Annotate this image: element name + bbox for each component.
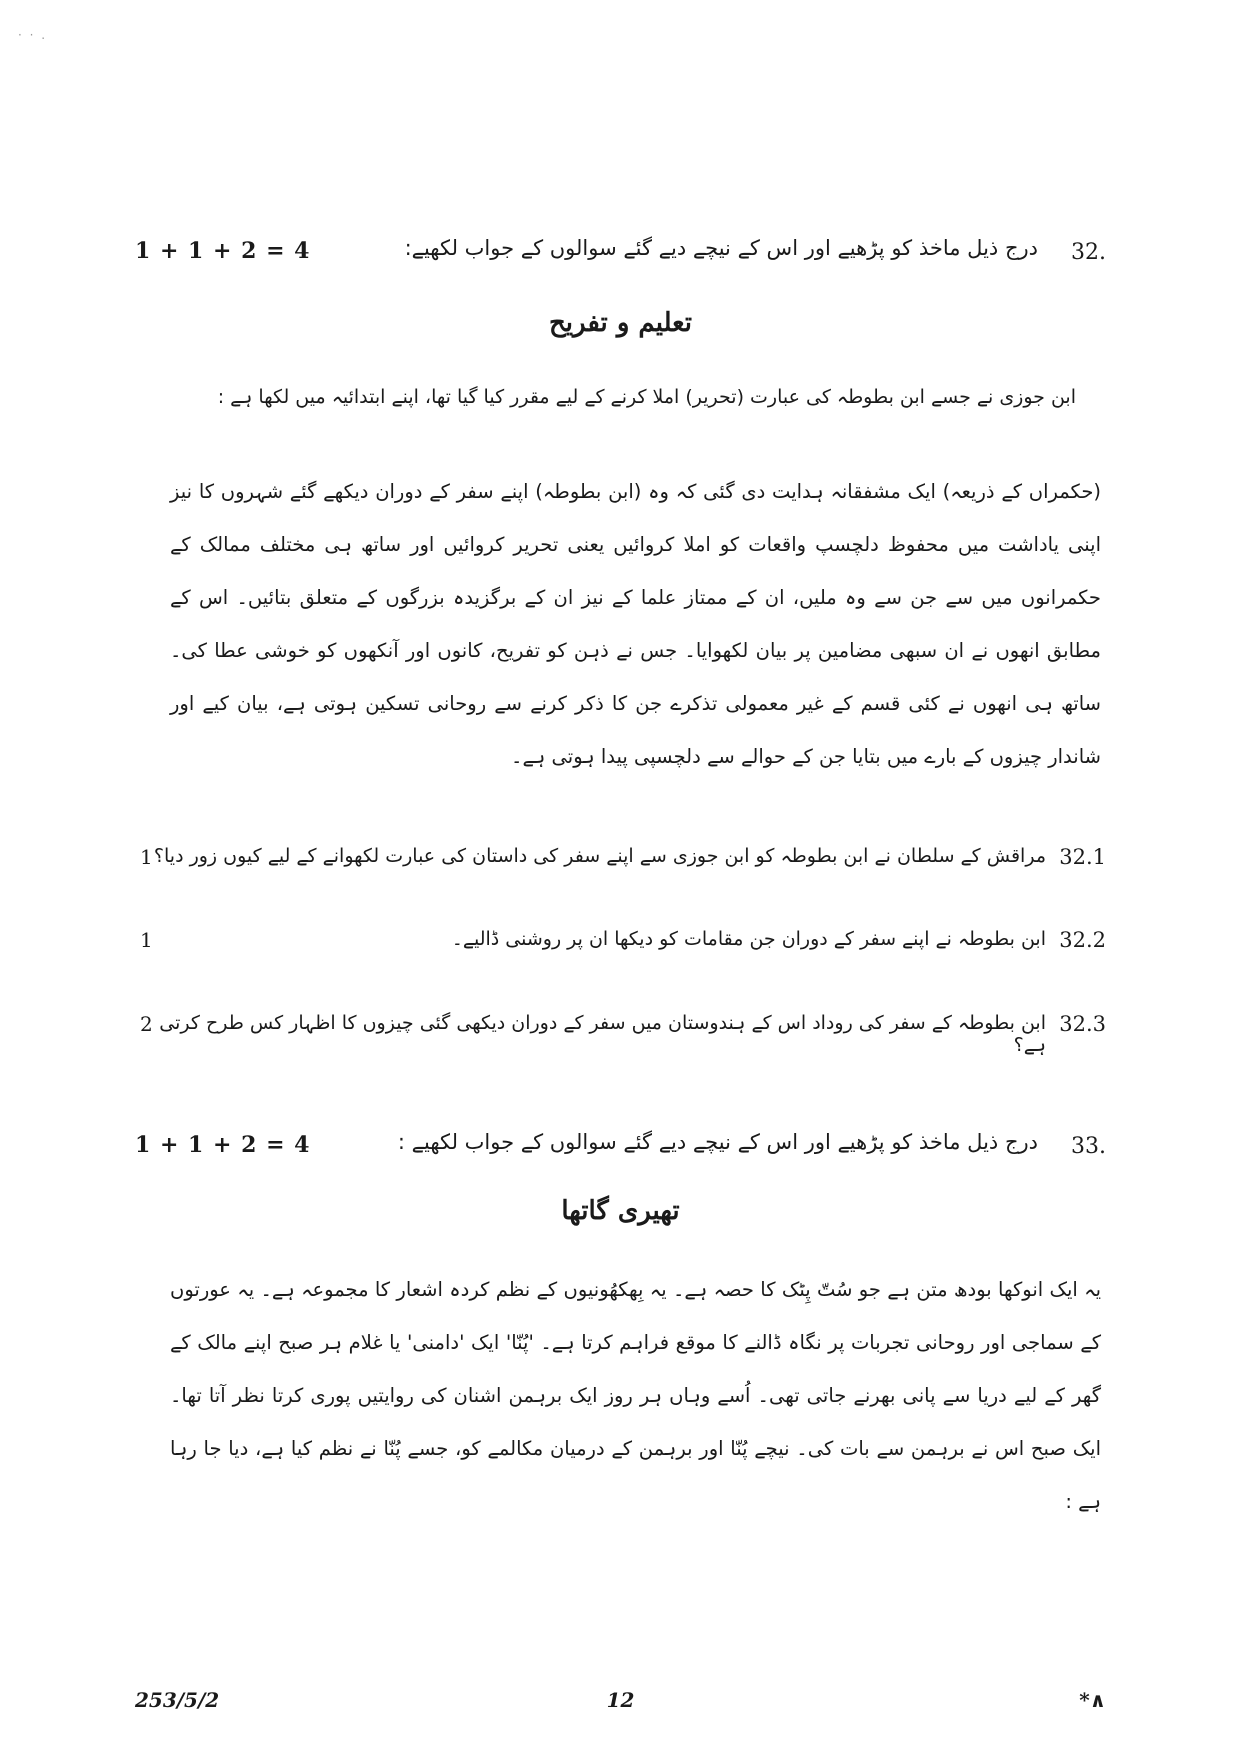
subquestion-32-1: [135, 845, 1106, 881]
subquestion-number: 32.2: [1059, 928, 1106, 952]
question-33-passage: یہ ایک انوکھا بودھ متن ہے جو سُتّ پِٹک کا حصہ ہے۔ یہ بِھکھُونیوں کے نظم کردہ اشعار کا مجموعہ ہے۔ یہ عورتوں کے سماجی اور روحانی تجربات پر نگاہ ڈالنے کا موقع فراہم کرتا ہے۔ 'پُنّا' ایک 'دامنی' یا غلام ہر صبح اپنے مالک کے گھر کے لیے دریا سے پانی بھرنے جاتی تھی۔ اُسے وہاں ہر روز ایک برہمن اشنان کی روایتیں پوری کرتا نظر آتا تھا۔ ایک صبح اس نے برہمن سے بات کی۔ نیچے پُنّا اور برہمن کے درمیان مکالمے کو، جسے پُنّا نے نظم کیا ہے، دیا جا رہا ہے :: [170, 1278, 1101, 1513]
subquestion-text: مراقش کے سلطان نے ابن بطوطہ کو ابن جوزی سے اپنے سفر کی داستان کی عبارت لکھوانے کے لیے کیوں زور دیا؟: [153, 845, 1046, 867]
question-32-source-title: تعلیم و تفریح: [549, 308, 692, 338]
question-33-source-title: تھیری گاتھا: [561, 1196, 680, 1226]
question-33-instruction: درج ذیل ماخذ کو پڑھیے اور اس کے نیچے دیے گئے سوالوں کے جواب لکھیے :: [397, 1130, 1038, 1154]
subquestion-text: ابن بطوطہ کے سفر کی روداد اس کے ہندوستان میں سفر کے دوران دیکھی گئی چیزوں کا اظہار کس طرح کرتی ہے؟: [159, 1012, 1046, 1056]
question-32-instruction: درج ذیل ماخذ کو پڑھیے اور اس کے نیچے دیے گئے سوالوں کے جواب لکھیے:: [404, 236, 1038, 260]
question-32-passage: (حکمراں کے ذریعہ) ایک مشفقانہ ہدایت دی گئی کہ وہ (ابن بطوطہ) اپنے سفر کے دوران دیکھے گئے شہروں کا نیز اپنی یاداشت میں محفوظ دلچسپ واقعات کو املا کروائیں یعنی تحریر کروائیں اور ساتھ ہی مختلف ممالک کے حکمرانوں میں سے جن سے وہ ملیں، ان کے ممتاز علما کے نیز ان کے برگزیدہ بزرگوں کے متعلق بتائیں۔ اس کے مطابق انھوں نے ان سبھی مضامین پر بیان لکھوایا۔ جس نے ذہن کو تفریح، کانوں اور آنکھوں کو خوشی عطا کی۔ ساتھ ہی انھوں نے کئی قسم کے غیر معمولی تذکرے جن کا ذکر کرنے سے روحانی تسکین ہوتی ہے، بیان کیے اور شاندار چیزوں کے بارے میں بتایا جن کے حوالے سے دلچسپی پیدا ہوتی ہے۔: [170, 480, 1101, 768]
series-mark: *∧: [1079, 1688, 1106, 1712]
question-32-header: [135, 236, 1106, 276]
subquestion-number: 32.3: [1059, 1012, 1106, 1036]
question-33-number: 33.: [1071, 1134, 1106, 1159]
subquestion-32-3: [135, 1012, 1106, 1056]
page-number: 12: [606, 1688, 635, 1712]
paper-code: 253/5/2: [135, 1688, 220, 1712]
subquestion-marks: 2: [140, 1012, 153, 1036]
subquestion-number: 32.1: [1059, 845, 1106, 869]
question-33-marks: 1 + 1 + 2 = 4: [135, 1132, 311, 1158]
page-footer: [135, 1688, 1106, 1718]
subquestion-marks: 1: [140, 845, 153, 869]
question-33-header: [135, 1130, 1106, 1170]
subquestion-text: ابن بطوطہ نے اپنے سفر کے دوران جن مقامات کو دیکھا ان پر روشنی ڈالیے۔: [451, 928, 1046, 950]
question-32-intro: ابن جوزی نے جسے ابن بطوطہ کی عبارت (تحریر) املا کرنے کے لیے مقرر کیا گیا تھا، اپنے ابتدائیہ میں لکھا ہے :: [217, 386, 1076, 408]
scan-corner-mark: · · .: [18, 28, 48, 42]
subquestion-32-2: [135, 928, 1106, 964]
subquestion-marks: 1: [140, 928, 153, 952]
question-32-number: 32.: [1071, 240, 1106, 265]
question-32-marks: 1 + 1 + 2 = 4: [135, 238, 311, 264]
